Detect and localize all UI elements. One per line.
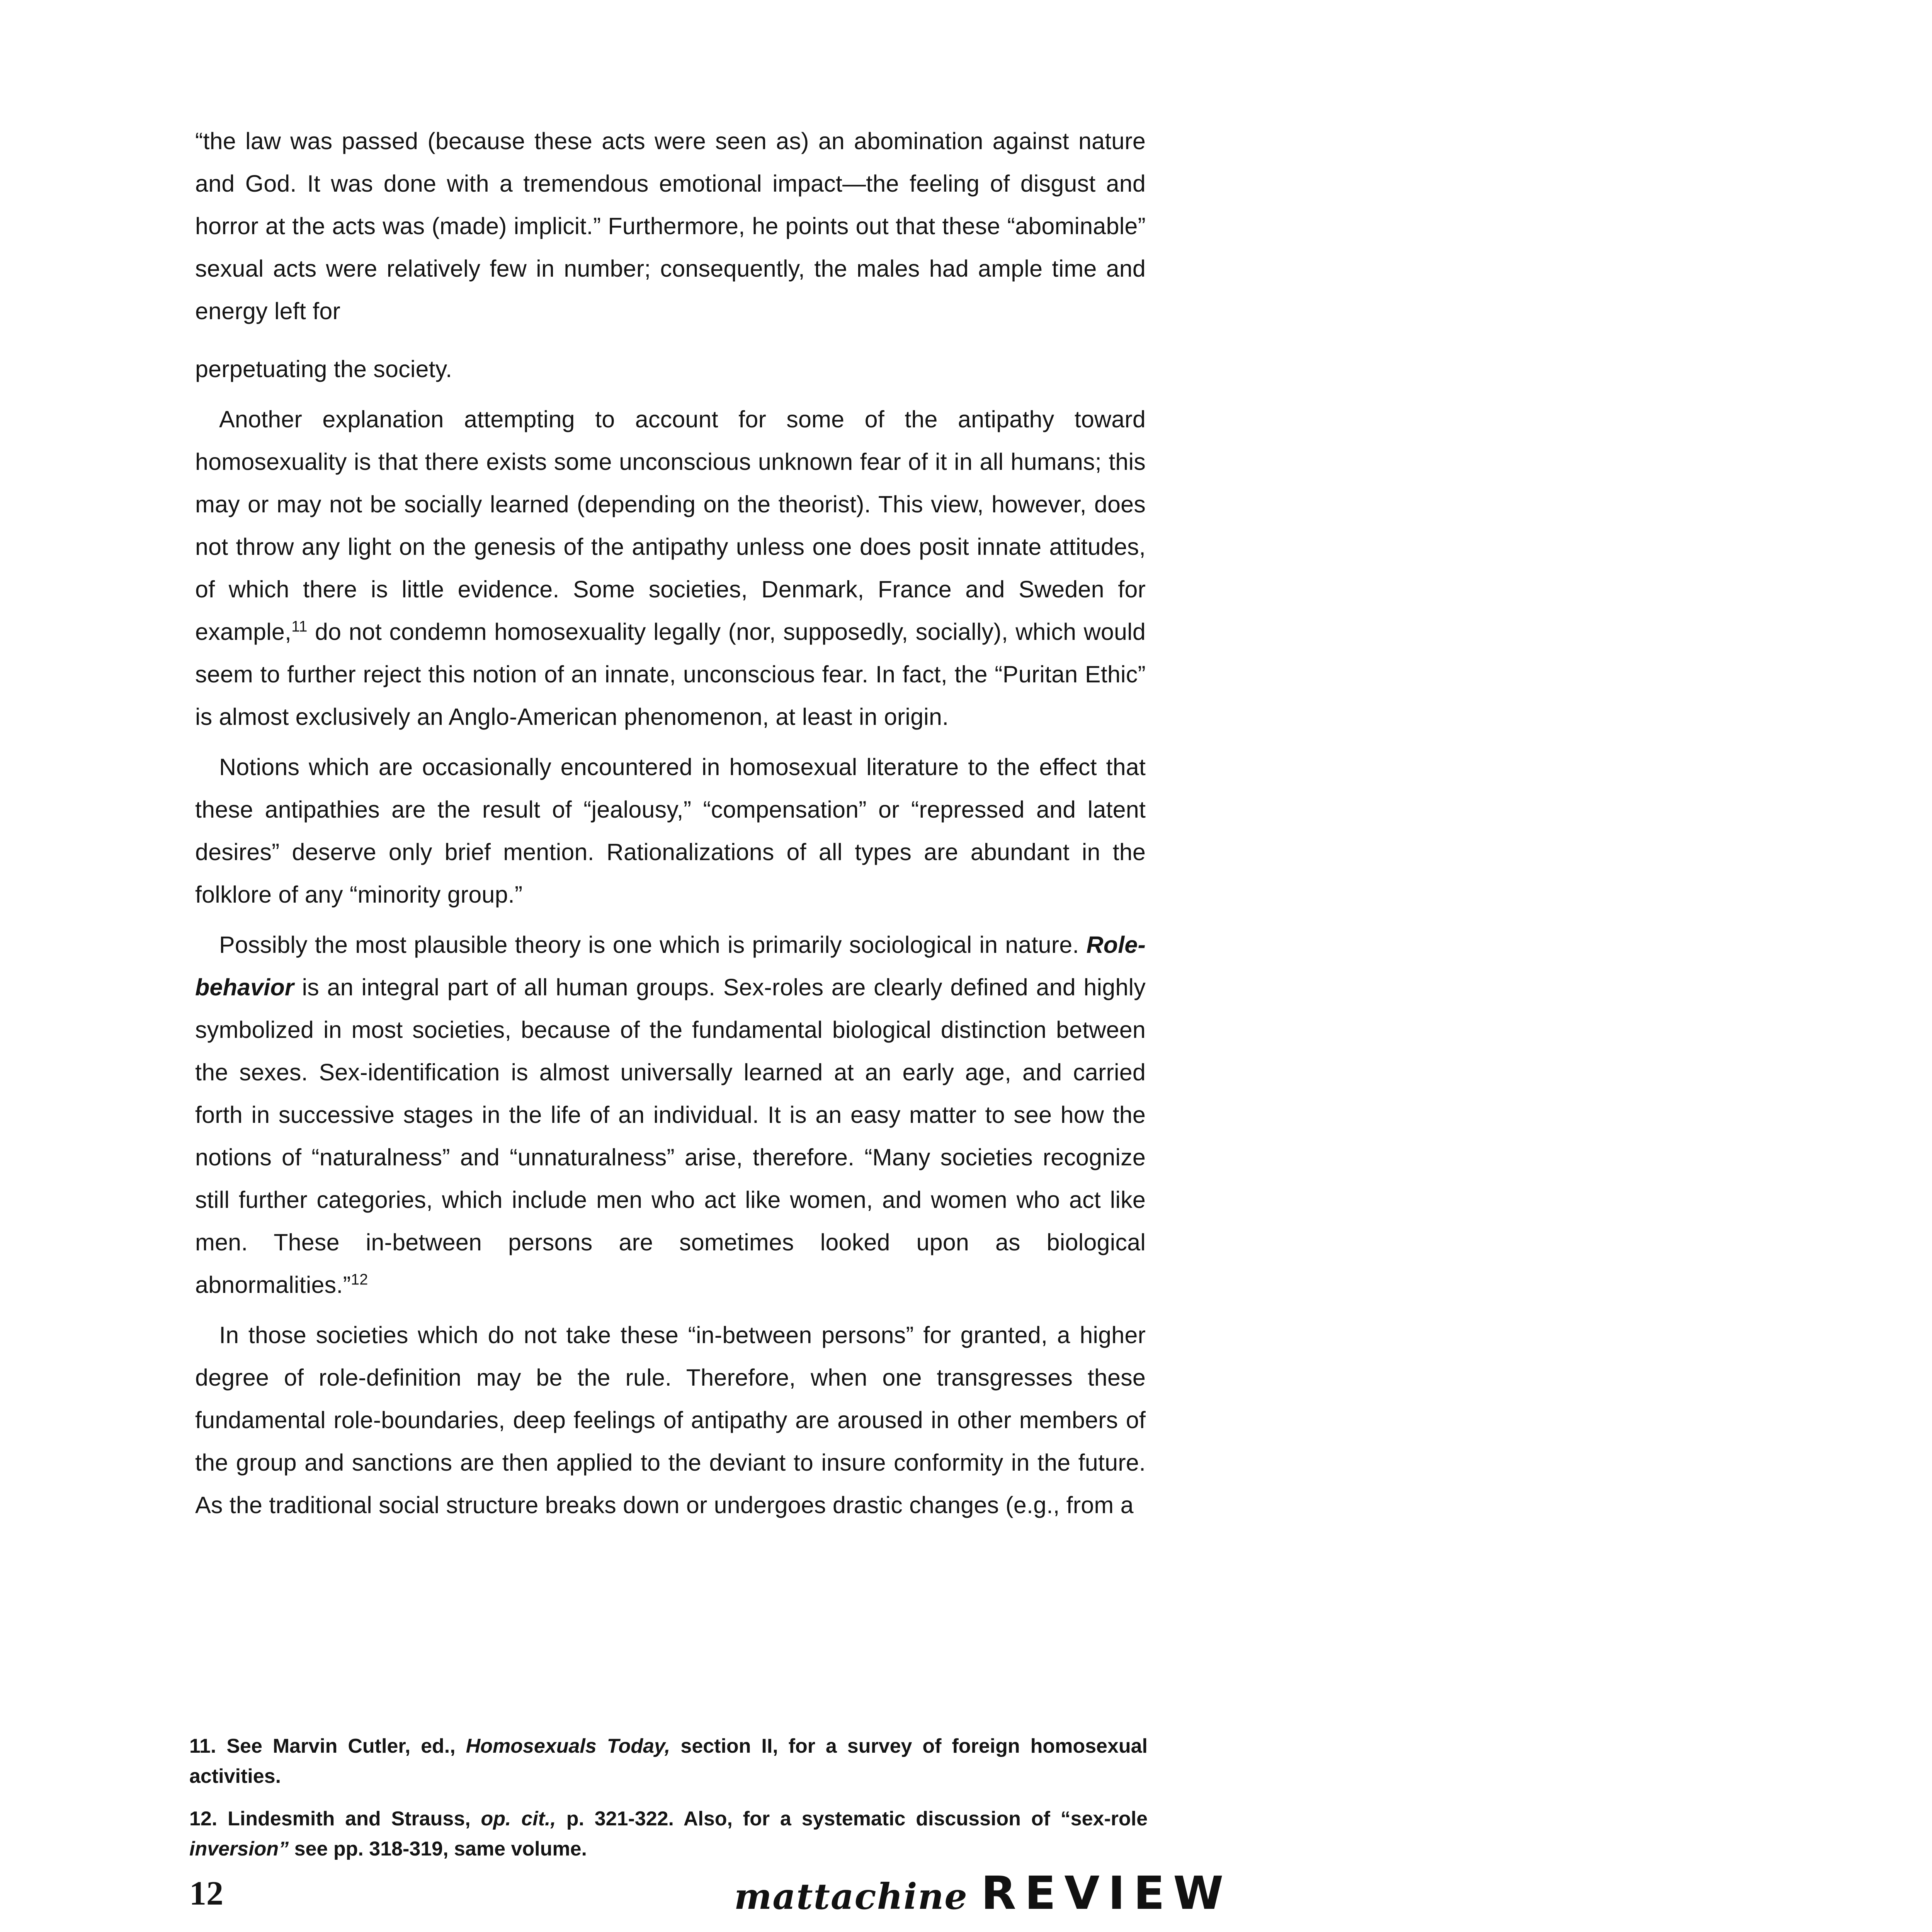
footnote-ref-12[interactable]: 12 (351, 1271, 368, 1288)
footnote-12-text-c: p. 321-322. Also, for a systematic discussion of “sex-role (566, 1808, 1148, 1830)
left-paragraph-1-end-text: perpetuating the society. (195, 356, 452, 382)
footnote-ref-11[interactable]: 11 (291, 618, 308, 635)
mattachine-review-logo (734, 1866, 1232, 1920)
left-paragraph-2-text-a: Another explanation attempting to account for some of the antipathy toward homosexuality is that there exists some unconscious unknown fear of it in all humans; this may or may not be socially learned (depending on the theorist). This view, however, does not throw any light on the genesis of the antipathy unless one does posit innate attitudes, of which there is little evidence. Some societies, Denmark, France and Sweden for example, (195, 406, 1146, 645)
left-paragraph-3 (195, 746, 1146, 916)
page-number-left: 12 (189, 1875, 223, 1912)
footnote-11-text-c: section II, for a survey of foreign homosexual activities. (189, 1735, 1148, 1787)
left-paragraph-1-text: “the law was passed (because these acts were seen as) an abomination against nature and God. It was done with a tremendous emotional impact—the feeling of disgust and horror at the acts was (made) implicit.” Furthermore, he points out that these “abominable” sexual acts were relatively few in number; consequently, the males had ample time and energy left for (195, 128, 1146, 324)
left-footnotes (189, 1731, 1148, 1876)
footnote-11-text-a: 11. See Marvin Cutler, ed., (189, 1735, 456, 1757)
left-paragraph-4 (195, 923, 1146, 1306)
footnote-12 (189, 1804, 1148, 1864)
footnote-12-inversion: inversion” (189, 1838, 289, 1860)
left-paragraph-5-text: In those societies which do not take these “in-between persons” for granted, a higher degree of role-definition may be the rule. Therefore, when one transgresses these fundamental role-boundaries, deep feelings of antipathy are aroused in other members of the group and sanctions are then applied to the deviant to insure conformity in the future. As the traditional social structure breaks down or undergoes drastic changes (e.g., from a (195, 1322, 1146, 1518)
left-paragraph-5 (195, 1314, 1146, 1526)
left-paragraph-4-text-b: is an integral part of all human groups. Sex-roles are clearly defined and highly symbolized in most societies, because of the fundamental biological distinction between the sexes. Sex-identification is almost universally learned at an early age, and carried forth in successive stages in the life of an individual. It is an easy matter to see how the notions of “naturalness” and “unnaturalness” arise, therefore. “Many societies recognize still further categories, which include men who act like women, and women who act like men. These in-between persons are sometimes looked upon as biological abnormalities.” (195, 974, 1146, 1298)
left-paragraph-2 (195, 398, 1146, 738)
left-paragraph-1-end (195, 348, 1146, 390)
footnote-12-text-e: see pp. 318-319, same volume. (294, 1838, 587, 1860)
masthead-caps: REVIEW (981, 1866, 1232, 1920)
left-paragraph-3-text: Notions which are occasionally encountered in homosexual literature to the effect that these antipathies are the result of “jealousy,” “compensation” or “repressed and latent desires” deserve only brief mention. Rationalizations of all types are abundant in the folklore of any “minority group.” (195, 754, 1146, 908)
left-paragraph-4-emphasis: Role-behavior (195, 932, 1146, 1000)
footnote-11-title: Homosexuals Today, (466, 1735, 670, 1757)
masthead-script: mattachine (734, 1876, 968, 1917)
left-paragraph-2-text-b: do not condemn homosexuality legally (nor, supposedly, socially), which would seem to further reject this notion of an innate, unconscious fear. In fact, the “Puritan Ethic” is almost exclusively an Anglo-American phenomenon, at least in origin. (195, 619, 1146, 730)
left-paragraph-1 (195, 120, 1146, 332)
left-body-text (195, 120, 1146, 1534)
right-page (1233, 0, 1932, 1932)
footnote-12-opcit: op. cit., (481, 1808, 556, 1830)
footnote-11 (189, 1731, 1148, 1791)
left-paragraph-4-text-a: Possibly the most plausible theory is one which is primarily sociological in nature. (219, 932, 1079, 958)
footnote-12-text-a: 12. Lindesmith and Strauss, (189, 1808, 471, 1830)
